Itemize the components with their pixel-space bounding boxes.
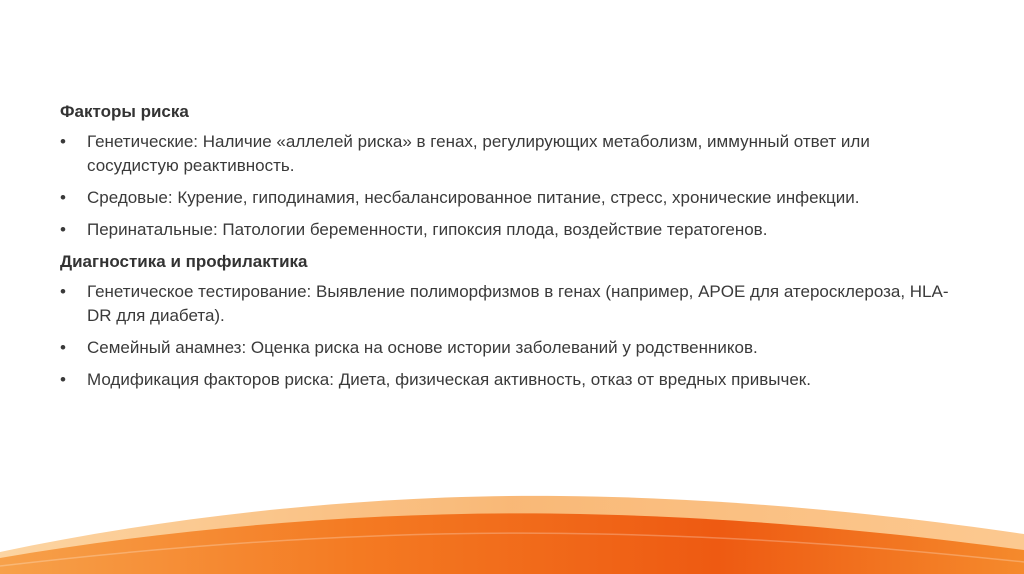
list-item-text: Перинатальные: Патологии беременности, гипоксия плода, воздействие тератогенов. bbox=[87, 220, 768, 239]
bullet-marker: • bbox=[60, 220, 66, 239]
section-heading-diagnostics: Диагностика и профилактика bbox=[60, 252, 308, 271]
list-item bbox=[60, 218, 960, 242]
diagnostics-list bbox=[60, 280, 960, 392]
list-item bbox=[60, 130, 960, 178]
bullet-marker: • bbox=[60, 132, 66, 151]
list-item-text: Генетическое тестирование: Выявление полиморфизмов в генах (например, APOE для атеросклероза, HLA-DR для диабета). bbox=[87, 282, 949, 325]
bullet-marker: • bbox=[60, 370, 66, 389]
list-item-text: Генетические: Наличие «аллелей риска» в генах, регулирующих метаболизм, иммунный ответ или сосудистую реактивность. bbox=[87, 132, 870, 175]
risk-factors-list bbox=[60, 130, 960, 242]
list-item-text: Средовые: Курение, гиподинамия, несбалансированное питание, стресс, хронические инфекции. bbox=[87, 188, 860, 207]
orange-wave-decoration bbox=[0, 454, 1024, 574]
list-item bbox=[60, 336, 960, 360]
list-item bbox=[60, 368, 960, 392]
list-item-text: Модификация факторов риска: Диета, физическая активность, отказ от вредных привычек. bbox=[87, 370, 811, 389]
slide-content bbox=[60, 100, 960, 400]
list-item bbox=[60, 186, 960, 210]
list-item-text: Семейный анамнез: Оценка риска на основе истории заболеваний у родственников. bbox=[87, 338, 758, 357]
list-item bbox=[60, 280, 960, 328]
bullet-marker: • bbox=[60, 338, 66, 357]
section-heading-risk-factors: Факторы риска bbox=[60, 102, 189, 121]
bullet-marker: • bbox=[60, 282, 66, 301]
bullet-marker: • bbox=[60, 188, 66, 207]
